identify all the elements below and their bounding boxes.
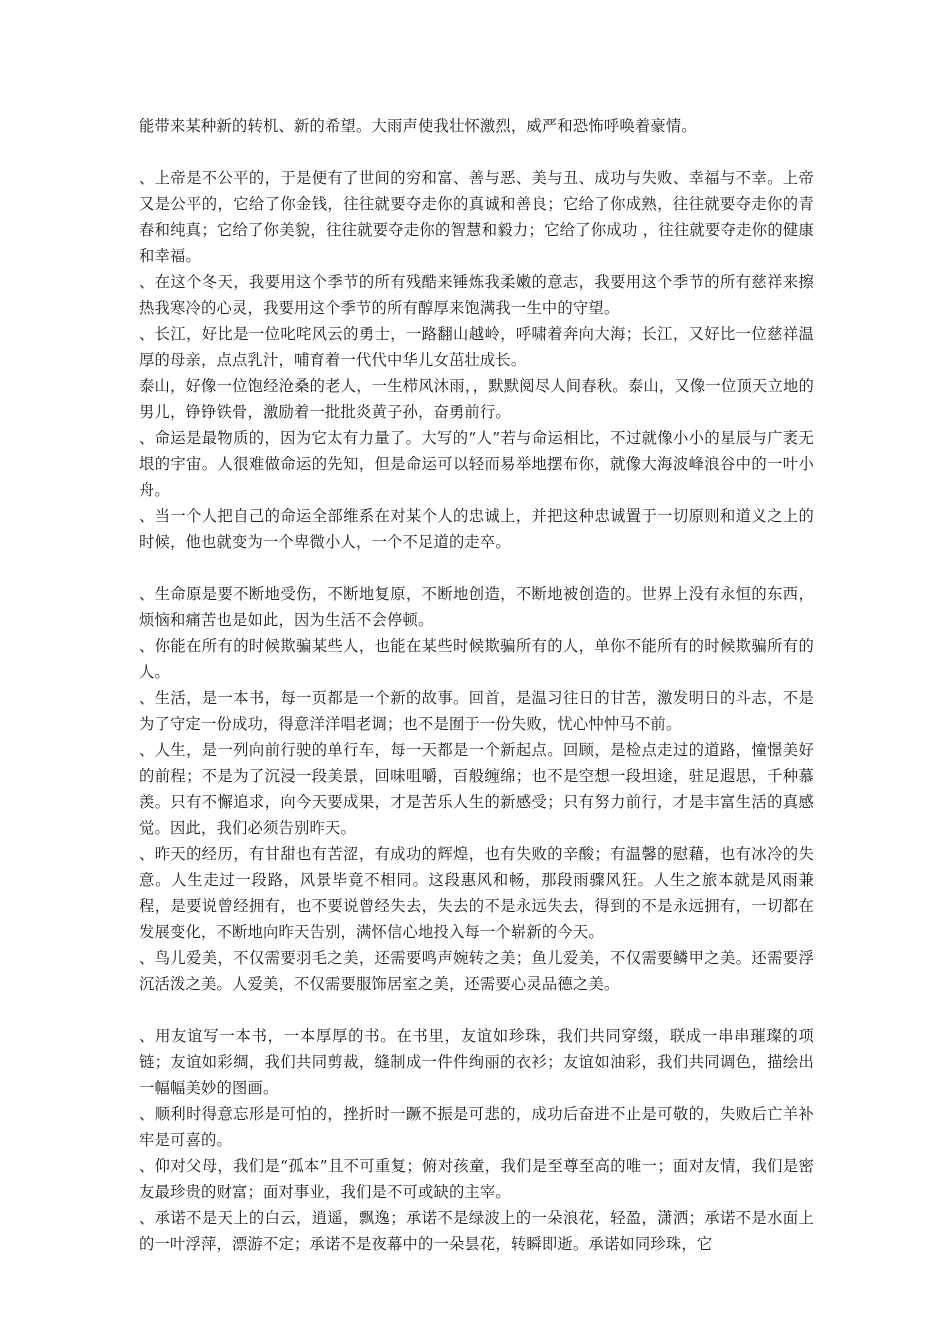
paragraph-10: 、生命原是要不断地受伤，不断地复原，不断地创造，不断地被创造的。世界上没有永恒的东西，烦恼和痛苦也是如此，因为生活不会停顿。: [139, 585, 814, 629]
paragraph-3: 、上帝是不公平的，于是便有了世间的穷和富、善与恶、美与丑、成功与失败、幸福与不幸。上帝又是公平的，它给了你金钱，往往就要夺走你的真诚和善良；它给了你成熟，往往就要夺走你的青春和纯真；它给了你美貌，往往就要夺走你的智慧和毅力；它给了你成功 ，往往就要夺走你的健康和幸福。: [139, 169, 814, 265]
paragraph-11: 、你能在所有的时候欺骗某些人，也能在某些时候欺骗所有的人，单你不能所有的时候欺骗所有的人。: [139, 637, 814, 681]
paragraph-4: 、在这个冬天，我要用这个季节的所有残酷来锤炼我柔嫩的意志，我要用这个季节的所有慈祥来擦热我寒冷的心灵，我要用这个季节的所有醇厚来饱满我一生中的守望。: [139, 273, 814, 317]
paragraph-5: 、长江，好比是一位叱咤风云的勇士，一路翻山越岭，呼啸着奔向大海；长江，又好比一位慈祥温厚的母亲，点点乳汁，哺育着一代代中华儿女茁壮成长。: [139, 325, 814, 369]
paragraph-14: 、昨天的经历，有甘甜也有苦涩，有成功的辉煌，也有失败的辛酸；有温馨的慰藉，也有冰冷的失意。人生走过一段路，风景毕竟不相同。这段惠风和畅，那段雨骤风狂。人生之旅本就是风雨兼程，是要说曾经拥有，也不要说曾经失去，失去的不是永远失去，得到的不是永远拥有，一切都在发展变化，不断地向昨天告别，满怀信心地投入每一个崭新的今天。: [139, 845, 814, 941]
paragraph-8: 、当一个人把自己的命运全部维系在对某个人的忠诚上，并把这种忠诚置于一切原则和道义之上的时候，他也就变为一个卑微小人，一个不足道的走卒。: [139, 507, 814, 551]
paragraph-12: 、生活，是一本书，每一页都是一个新的故事。回首，是温习往日的甘苦，激发明日的斗志，不是为了守定一份成功，得意洋洋唱老调；也不是囿于一份失败，忧心忡忡马不前。: [139, 689, 814, 733]
document-body: [139, 113, 814, 1257]
paragraph-7: 、命运是最物质的，因为它太有力量了。大写的“人”若与命运相比，不过就像小小的星辰与广袤无垠的宇宙。人很难做命运的先知，但是命运可以轻而易举地摆布你，就像大海波峰浪谷中的一叶小舟。: [139, 429, 814, 499]
paragraph-gap: [139, 139, 814, 165]
paragraph-19: 、仰对父母，我们是“孤本”且不可重复；俯对孩童，我们是至尊至高的唯一；面对友情，我们是密友最珍贵的财富；面对事业，我们是不可或缺的主宰。: [139, 1157, 814, 1201]
paragraph-13: 、人生，是一列向前行驶的单行车，每一天都是一个新起点。回顾，是检点走过的道路，憧憬美好的前程；不是为了沉浸一段美景，回味咀嚼，百般缠绵；也不是空想一段坦途，驻足遐思，千种慕羡。只有不懈追求，向今天要成果，才是苦乐人生的新感受；只有努力前行，才是丰富生活的真感觉。因此，我们必须告别昨天。: [139, 741, 814, 837]
paragraph-6: 泰山，好像一位饱经沧桑的老人，一生栉风沐雨，，默默阅尽人间春秋。泰山，又像一位顶天立地的男儿，铮铮铁骨，激励着一批批炎黄子孙，奋勇前行。: [139, 377, 814, 421]
paragraph-17: 、用友谊写一本书，一本厚厚的书。在书里，友谊如珍珠，我们共同穿缀，联成一串串璀璨的项链；友谊如彩绸，我们共同剪裁，缝制成一件件绚丽的衣衫；友谊如油彩，我们共同调色，描绘出一幅幅美妙的图画。: [139, 1027, 814, 1097]
paragraph-20: 、承诺不是天上的白云，逍遥，飘逸；承诺不是绿波上的一朵浪花，轻盈，潇洒；承诺不是水面上的一叶浮萍，漂游不定；承诺不是夜幕中的一朵昙花，转瞬即逝。承诺如同珍珠，它: [139, 1209, 814, 1253]
paragraph-1: 能带来某种新的转机、新的希望。大雨声使我壮怀激烈，威严和恐怖呼唤着豪情。: [139, 117, 697, 135]
paragraph-gap: [139, 997, 814, 1023]
paragraph-18: 、顺利时得意忘形是可怕的，挫折时一蹶不振是可悲的，成功后奋进不止是可敬的，失败后亡羊补牢是可喜的。: [139, 1105, 814, 1149]
paragraph-15: 、鸟儿爱美，不仅需要羽毛之美，还需要鸣声婉转之美；鱼儿爱美，不仅需要鳞甲之美。还需要浮沉活泼之美。人爱美，不仅需要服饰居室之美，还需要心灵品德之美。: [139, 949, 814, 993]
paragraph-gap: [139, 555, 814, 581]
